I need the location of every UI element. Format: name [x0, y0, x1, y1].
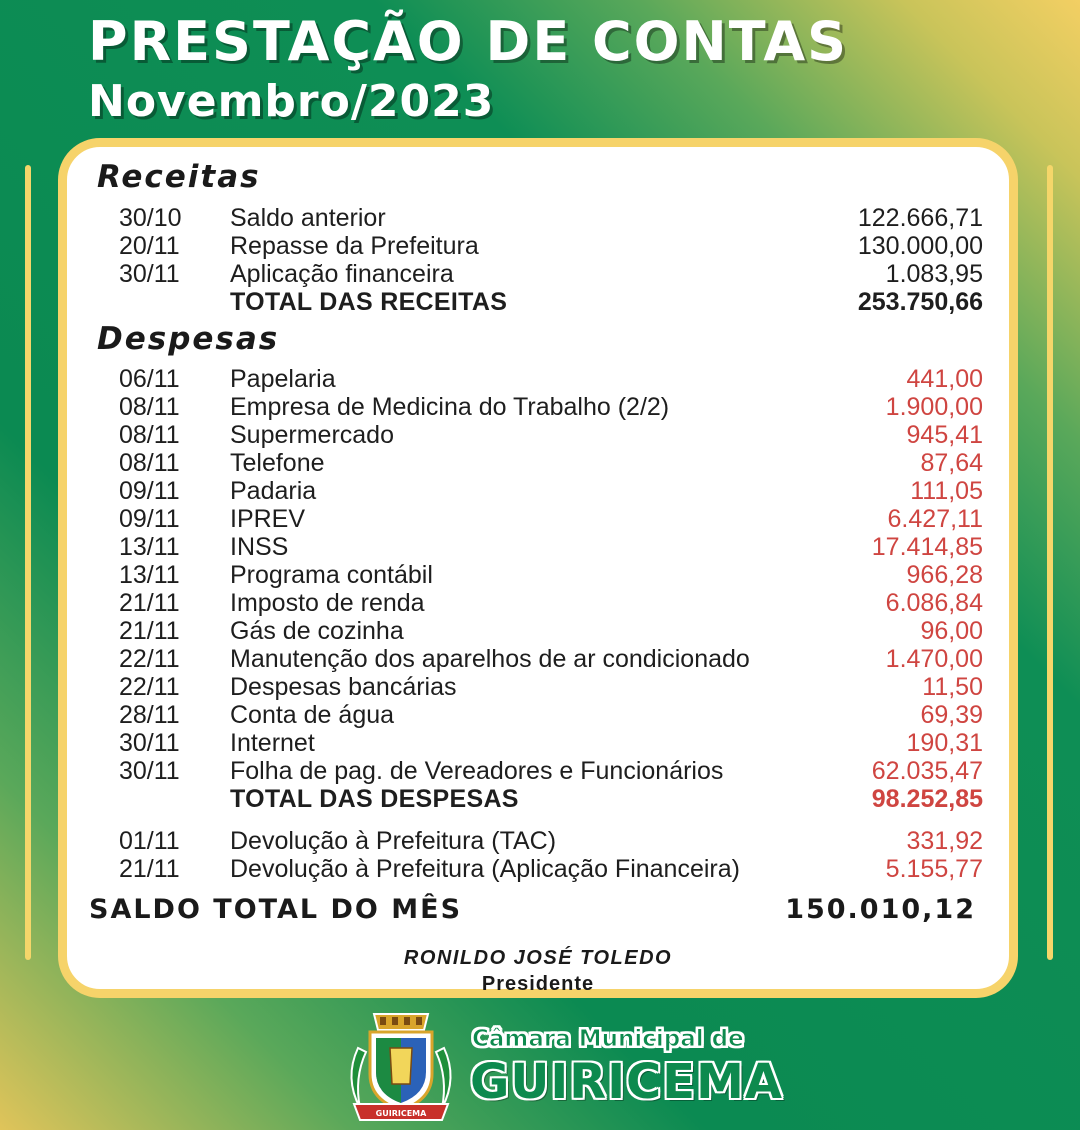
row-description: INSS: [230, 533, 289, 561]
logo-line2: GUIRICEMA: [470, 1054, 783, 1110]
row-value: 87,64: [920, 449, 983, 477]
total-label: TOTAL DAS RECEITAS: [230, 288, 508, 316]
despesa-row: [67, 393, 1009, 421]
row-date: 09/11: [119, 477, 180, 505]
row-date: 30/11: [119, 757, 180, 785]
row-description: Gás de cozinha: [230, 617, 404, 645]
row-description: Aplicação financeira: [230, 260, 454, 288]
despesa-row: [67, 729, 1009, 757]
receita-row: [67, 204, 1009, 232]
despesa-row: [67, 701, 1009, 729]
receita-row: [67, 260, 1009, 288]
row-description: Supermercado: [230, 421, 394, 449]
despesa-row: [67, 617, 1009, 645]
row-value: 62.035,47: [871, 757, 983, 785]
row-value: 69,39: [920, 701, 983, 729]
row-value: 5.155,77: [885, 855, 983, 883]
row-description: Folha de pag. de Vereadores e Funcionários: [230, 757, 724, 785]
row-date: 28/11: [119, 701, 180, 729]
row-date: 22/11: [119, 673, 180, 701]
despesa-row: [67, 561, 1009, 589]
row-value: 190,31: [906, 729, 983, 757]
row-value: 945,41: [906, 421, 983, 449]
despesa-row: [67, 757, 1009, 785]
row-description: Telefone: [230, 449, 325, 477]
row-date: 13/11: [119, 533, 180, 561]
row-value: 441,00: [906, 365, 983, 393]
row-description: Empresa de Medicina do Trabalho (2/2): [230, 393, 670, 421]
row-value: 17.414,85: [871, 533, 983, 561]
row-description: Devolução à Prefeitura (Aplicação Financeira): [230, 855, 740, 883]
row-description: Conta de água: [230, 701, 395, 729]
despesa-row: [67, 505, 1009, 533]
crest-ribbon-text: GUIRICEMA: [375, 1109, 427, 1118]
row-description: IPREV: [230, 505, 306, 533]
despesa-row: [67, 645, 1009, 673]
left-decorative-line: [25, 165, 31, 960]
signature-name: RONILDO JOSÉ TOLEDO: [403, 947, 673, 969]
row-value: 11,50: [922, 673, 983, 701]
row-date: 21/11: [119, 855, 180, 883]
row-date: 06/11: [119, 365, 180, 393]
row-date: 08/11: [119, 449, 180, 477]
total-value: 253.750,66: [857, 288, 983, 316]
devolucao-row: [67, 827, 1009, 855]
page-title: PRESTAÇÃO DE CONTAS: [88, 10, 849, 73]
row-date: 09/11: [119, 505, 180, 533]
row-description: Despesas bancárias: [230, 673, 457, 701]
total-label: TOTAL DAS DESPESAS: [230, 785, 519, 813]
municipal-crest-icon: [340, 1008, 462, 1124]
row-value: 130.000,00: [857, 232, 983, 260]
despesa-row: [67, 477, 1009, 505]
row-value: 111,05: [910, 477, 983, 505]
row-value: 966,28: [906, 561, 983, 589]
row-value: 1.900,00: [885, 393, 983, 421]
despesa-row: [67, 421, 1009, 449]
total-value: 98.252,85: [871, 785, 983, 813]
row-date: 30/11: [119, 260, 180, 288]
row-value: 1.470,00: [885, 645, 983, 673]
receitas-title: Receitas: [97, 159, 261, 195]
row-date: 22/11: [119, 645, 180, 673]
row-description: Internet: [230, 729, 315, 757]
row-description: Padaria: [230, 477, 317, 505]
saldo-label: SALDO TOTAL DO MÊS: [89, 894, 463, 925]
row-value: 6.086,84: [885, 589, 983, 617]
page-subtitle: Novembro/2023: [88, 76, 495, 127]
despesa-row: [67, 589, 1009, 617]
despesa-row: [67, 365, 1009, 393]
row-description: Repasse da Prefeitura: [230, 232, 479, 260]
row-date: 21/11: [119, 589, 180, 617]
row-description: Imposto de renda: [230, 589, 425, 617]
row-value: 122.666,71: [857, 204, 983, 232]
signature-role: Presidente: [481, 973, 595, 995]
right-decorative-line: [1047, 165, 1053, 960]
row-date: 30/11: [119, 729, 180, 757]
row-description: Manutenção dos aparelhos de ar condicionado: [230, 645, 750, 673]
despesas-total-row: [67, 785, 1009, 813]
row-value: 331,92: [906, 827, 983, 855]
row-description: Saldo anterior: [230, 204, 386, 232]
row-value: 96,00: [920, 617, 983, 645]
devolucao-row: [67, 855, 1009, 883]
row-date: 08/11: [119, 421, 180, 449]
row-date: 13/11: [119, 561, 180, 589]
row-value: 1.083,95: [885, 260, 983, 288]
row-description: Papelaria: [230, 365, 336, 393]
row-date: 20/11: [119, 232, 180, 260]
saldo-value: 150.010,12: [785, 894, 976, 925]
row-date: 08/11: [119, 393, 180, 421]
receita-row: [67, 232, 1009, 260]
logo-line1: Câmara Municipal de: [472, 1026, 744, 1052]
despesa-row: [67, 449, 1009, 477]
despesa-row: [67, 673, 1009, 701]
despesas-title: Despesas: [97, 321, 280, 357]
row-date: 30/10: [119, 204, 182, 232]
row-description: Programa contábil: [230, 561, 433, 589]
row-description: Devolução à Prefeitura (TAC): [230, 827, 557, 855]
statement-card: [58, 138, 1018, 998]
row-date: 21/11: [119, 617, 180, 645]
row-value: 6.427,11: [887, 505, 983, 533]
receitas-total-row: [67, 288, 1009, 316]
row-date: 01/11: [119, 827, 180, 855]
despesa-row: [67, 533, 1009, 561]
